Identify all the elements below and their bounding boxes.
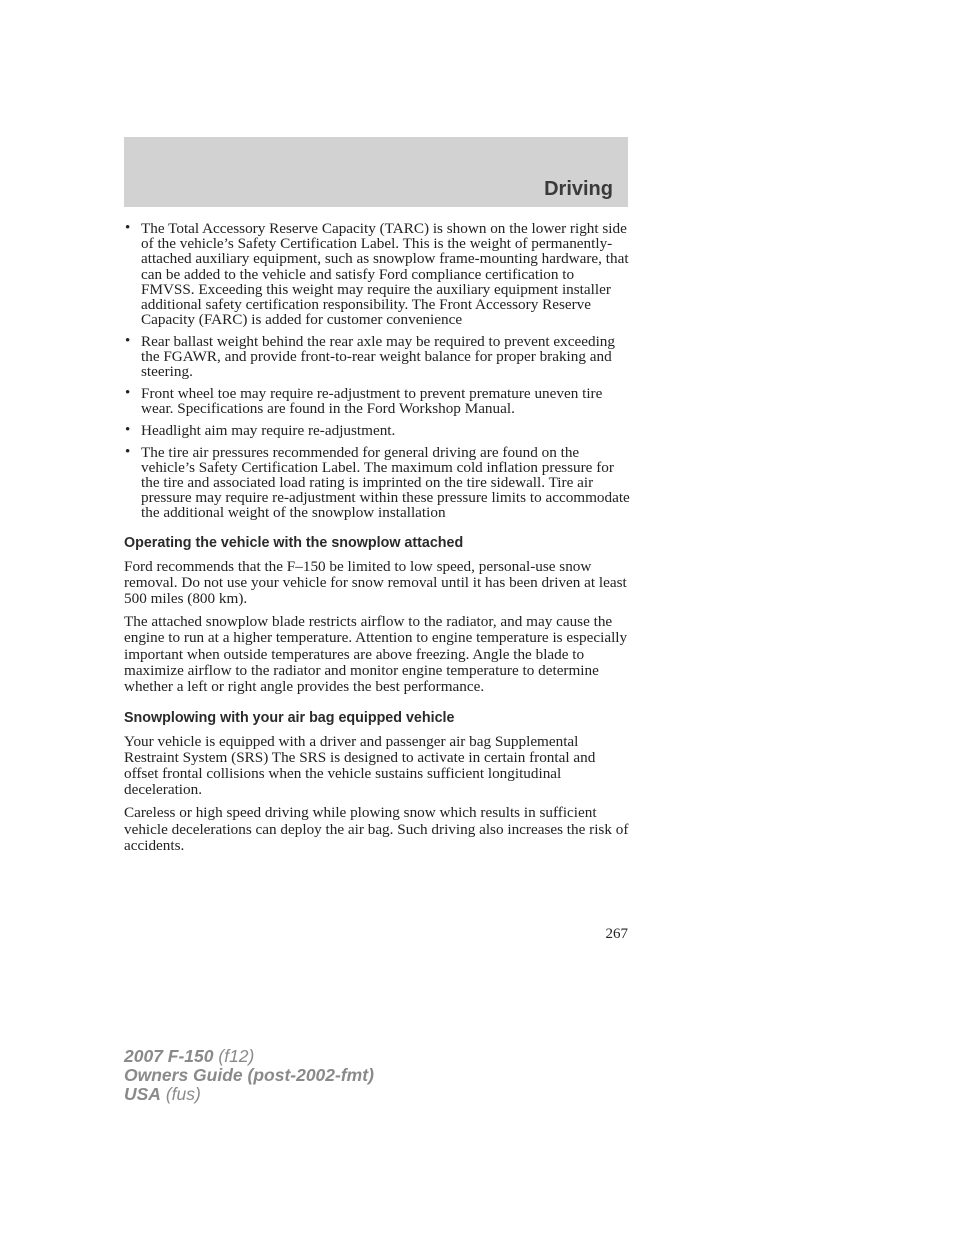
footer-market: USA [124,1084,161,1104]
heading-operating-with-snowplow: Operating the vehicle with the snowplow attached [124,534,464,551]
paragraph: Ford recommends that the F–150 be limited to low speed, personal-use snow removal. Do not use your vehicle for snow removal until it has been driven at least 500 miles (800 km). [124,557,627,608]
footer-line-market [124,1085,374,1104]
page-number: 267 [605,926,628,942]
heading-snowplowing-air-bag: Snowplowing with your air bag equipped vehicle [124,709,455,726]
footer-market-code: (fus) [160,1084,201,1104]
footer-line-model [124,1047,374,1066]
bullet-item-wheel-toe: • Front wheel toe may require re-adjustment to prevent premature uneven tire wear. Specifications are found in the Ford Workshop Manual. [124,386,630,416]
bullet-item-rear-ballast: • Rear ballast weight behind the rear axle may be required to prevent exceeding the FGAWR, and provide front-to-rear weight balance for proper braking and steering. [124,334,630,380]
bullet-item-tarc: • The Total Accessory Reserve Capacity (TARC) is shown on the lower right side of the vehicle’s Safety Certification Label. This is the weight of permanently-attached auxiliary equipment, such as snowplow frame-mounting hardware, that can be added to the vehicle and satisfy Ford compliance certification to FMVSS. Exceeding this weight may require the auxiliary equipment installer additional safety certification responsibility. The Front Accessory Reserve Capacity (FARC) is added for customer convenience [124,221,630,327]
footer-model-code: (f12) [213,1046,255,1066]
footer-guide: Owners Guide (post-2002-fmt) [124,1065,374,1085]
paragraph: Your vehicle is equipped with a driver and passenger air bag Supplemental Restraint System (SRS) The SRS is designed to activate in certain frontal and offset frontal collisions when the vehicle sustains sufficient longitudinal deceleration. [124,732,596,799]
bullet-item-tire-pressure: • The tire air pressures recommended for general driving are found on the vehicle’s Safety Certification Label. The maximum cold inflation pressure for the tire and associated load rating is imprinted on the tire sidewall. Tire air pressure may require re-adjustment within these pressure limits to accommodate the additional weight of the snowplow installation [124,445,630,521]
footer-line-guide [124,1066,374,1085]
footer-model: 2007 F-150 [124,1046,214,1066]
document-footer [124,1047,374,1104]
bullet-item-headlight-aim: • Headlight aim may require re-adjustment. [124,423,630,438]
paragraph: Careless or high speed driving while plowing snow which results in sufficient vehicle decelerations can deploy the air bag. Such driving also increases the risk of accidents. [124,804,629,854]
section-header-band [124,137,628,207]
paragraph: The attached snowplow blade restricts airflow to the radiator, and may cause the engine to run at a higher temperature. Attention to engine temperature is especially important when outside temperatures are above freezing. Angle the blade to maximize airflow to the radiator and monitor engine temperature to determine whether a left or right angle provides the best performance. [124,613,628,696]
section-title: Driving [544,178,613,200]
bullet-list [124,221,630,521]
page-content [124,221,630,861]
